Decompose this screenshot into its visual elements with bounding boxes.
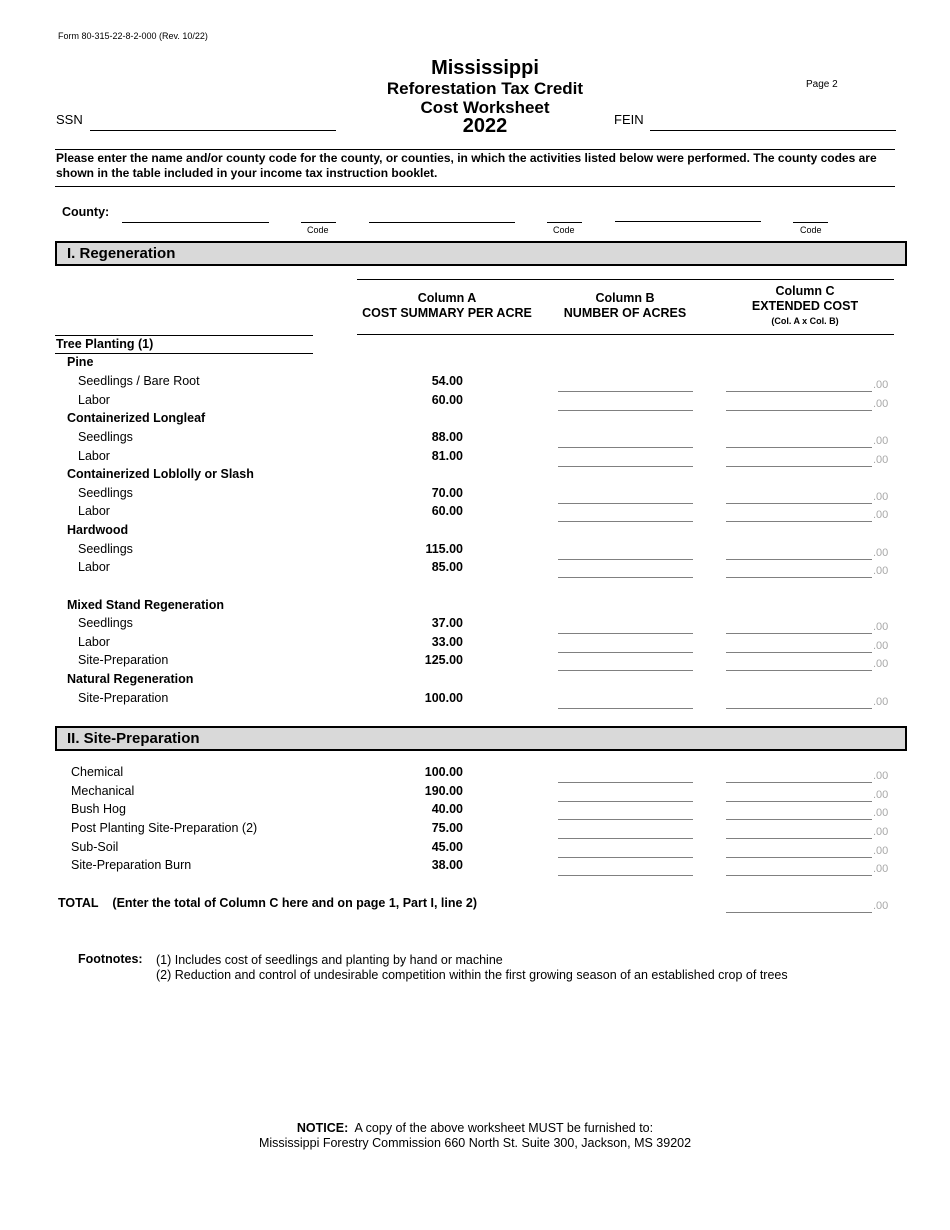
cost-per-acre: 54.00 xyxy=(431,374,463,388)
section-site-preparation-header: II. Site-Preparation xyxy=(55,726,907,751)
extended-cost-field[interactable] xyxy=(726,521,872,522)
ssn-field[interactable] xyxy=(90,130,336,131)
extended-cost-field[interactable] xyxy=(726,391,872,392)
row-label: Site-Preparation xyxy=(78,653,169,667)
instructions: Please enter the name and/or county code for the county, or counties, in which the activities listed below were performed. The county codes are shown in the table included in your income tax instruction booklet. xyxy=(56,151,877,180)
category-mixed-stand: Mixed Stand Regeneration xyxy=(67,598,224,612)
extended-cost-field[interactable] xyxy=(726,857,872,858)
divider xyxy=(357,279,894,280)
cost-per-acre: 38.00 xyxy=(431,858,463,872)
cost-per-acre: 125.00 xyxy=(424,653,463,667)
category-hardwood: Hardwood xyxy=(67,523,129,537)
column-c-header xyxy=(720,284,890,329)
extended-cost-field[interactable] xyxy=(726,466,872,467)
cost-per-acre: 190.00 xyxy=(424,784,463,798)
acres-field[interactable] xyxy=(558,391,693,392)
acres-field[interactable] xyxy=(558,633,693,634)
cost-per-acre: 60.00 xyxy=(431,504,463,518)
extended-cost-field[interactable] xyxy=(726,875,872,876)
total-label xyxy=(58,896,477,910)
row-label: Labor xyxy=(78,560,110,574)
row-label: Bush Hog xyxy=(71,802,126,816)
row-label: Labor xyxy=(78,449,110,463)
extended-cost-cents: .00 xyxy=(873,807,889,819)
column-a-header xyxy=(357,291,537,321)
code-label: Code xyxy=(307,225,329,235)
row-label: Labor xyxy=(78,504,110,518)
extended-cost-field[interactable] xyxy=(726,652,872,653)
extended-cost-cents: .00 xyxy=(873,435,889,447)
acres-field[interactable] xyxy=(558,652,693,653)
row-label: Chemical xyxy=(71,765,124,779)
cost-per-acre: 85.00 xyxy=(431,560,463,574)
divider xyxy=(55,353,313,354)
cost-per-acre: 60.00 xyxy=(431,393,463,407)
cost-per-acre: 100.00 xyxy=(424,765,463,779)
column-a-subtitle: COST SUMMARY PER ACRE xyxy=(362,306,532,320)
cost-per-acre: 88.00 xyxy=(431,430,463,444)
extended-cost-cents: .00 xyxy=(873,640,889,652)
divider xyxy=(55,186,895,187)
county-code-field-1[interactable] xyxy=(301,222,336,223)
acres-field[interactable] xyxy=(558,577,693,578)
extended-cost-cents: .00 xyxy=(873,454,889,466)
code-label: Code xyxy=(800,225,822,235)
category-natural-regeneration: Natural Regeneration xyxy=(67,672,194,686)
extended-cost-field[interactable] xyxy=(726,633,872,634)
row-label: Labor xyxy=(78,393,110,407)
extended-cost-cents: .00 xyxy=(873,491,889,503)
notice xyxy=(150,1121,800,1135)
column-c-title: Column C xyxy=(775,284,835,298)
form-year: 2022 xyxy=(462,115,508,137)
cost-per-acre: 40.00 xyxy=(431,802,463,816)
row-label: Seedlings / Bare Root xyxy=(78,374,200,388)
extended-cost-cents: .00 xyxy=(873,398,889,410)
county-code-field-2[interactable] xyxy=(547,222,582,223)
tree-planting-heading: Tree Planting (1) xyxy=(56,337,154,351)
cost-per-acre: 33.00 xyxy=(431,635,463,649)
extended-cost-cents: .00 xyxy=(873,379,889,391)
county-name-field-3[interactable] xyxy=(615,221,761,222)
row-label: Mechanical xyxy=(71,784,135,798)
divider xyxy=(357,334,894,335)
county-name-field-1[interactable] xyxy=(122,222,269,223)
acres-field[interactable] xyxy=(558,447,693,448)
cost-per-acre: 75.00 xyxy=(431,821,463,835)
notice-label: NOTICE: xyxy=(296,1121,349,1135)
category-pine: Pine xyxy=(67,355,94,369)
form-subtitle: Cost Worksheet xyxy=(420,98,550,117)
category-containerized-loblolly: Containerized Loblolly or Slash xyxy=(67,467,254,481)
form-state: Mississippi xyxy=(431,57,539,79)
total-cents: .00 xyxy=(873,900,889,912)
column-b-header xyxy=(545,291,705,321)
form-title: Reforestation Tax Credit xyxy=(386,79,584,98)
footnote-1: (1) Includes cost of seedlings and planting by hand or machine xyxy=(156,953,503,967)
code-label: Code xyxy=(553,225,575,235)
fein-label: FEIN xyxy=(614,112,644,127)
column-a-title: Column A xyxy=(417,291,477,305)
row-label: Labor xyxy=(78,635,110,649)
cost-per-acre: 100.00 xyxy=(424,691,463,705)
page-number: Page 2 xyxy=(806,79,838,90)
acres-field[interactable] xyxy=(558,708,693,709)
cost-per-acre: 70.00 xyxy=(431,486,463,500)
cost-per-acre: 115.00 xyxy=(425,542,463,556)
extended-cost-cents: .00 xyxy=(873,621,889,633)
acres-field[interactable] xyxy=(558,559,693,560)
column-c-note: (Col. A x Col. B) xyxy=(771,316,839,326)
extended-cost-field[interactable] xyxy=(726,577,872,578)
row-label: Site-Preparation Burn xyxy=(71,858,192,872)
extended-cost-field[interactable] xyxy=(726,559,872,560)
extended-cost-cents: .00 xyxy=(873,863,889,875)
total-field[interactable] xyxy=(726,912,872,913)
footnote-2: (2) Reduction and control of undesirable competition within the first growing season of an established crop of trees xyxy=(156,968,788,982)
row-label: Site-Preparation xyxy=(78,691,169,705)
extended-cost-field[interactable] xyxy=(726,782,872,783)
section-regeneration-header: I. Regeneration xyxy=(55,241,907,266)
acres-field[interactable] xyxy=(558,466,693,467)
extended-cost-field[interactable] xyxy=(726,503,872,504)
acres-field[interactable] xyxy=(558,857,693,858)
acres-field[interactable] xyxy=(558,819,693,820)
category-containerized-longleaf: Containerized Longleaf xyxy=(67,411,206,425)
extended-cost-field[interactable] xyxy=(726,410,872,411)
column-c-subtitle: EXTENDED COST xyxy=(751,299,859,313)
county-name-field-2[interactable] xyxy=(369,222,515,223)
extended-cost-field[interactable] xyxy=(726,801,872,802)
county-code-field-3[interactable] xyxy=(793,222,828,223)
ssn-label: SSN xyxy=(56,112,83,127)
extended-cost-field[interactable] xyxy=(726,838,872,839)
form-number: Form 80-315-22-8-2-000 (Rev. 10/22) xyxy=(58,31,208,41)
notice-address: Mississippi Forestry Commission 660 North St. Suite 300, Jackson, MS 39202 xyxy=(258,1136,692,1150)
extended-cost-field[interactable] xyxy=(726,708,872,709)
column-b-subtitle: NUMBER OF ACRES xyxy=(563,306,687,320)
row-label: Seedlings xyxy=(78,616,133,630)
acres-field[interactable] xyxy=(558,521,693,522)
footnotes-label: Footnotes: xyxy=(78,952,143,966)
extended-cost-cents: .00 xyxy=(873,770,889,782)
extended-cost-cents: .00 xyxy=(873,696,889,708)
extended-cost-cents: .00 xyxy=(873,789,889,801)
extended-cost-cents: .00 xyxy=(873,565,889,577)
extended-cost-cents: .00 xyxy=(873,845,889,857)
extended-cost-cents: .00 xyxy=(873,658,889,670)
acres-field[interactable] xyxy=(558,503,693,504)
cost-per-acre: 45.00 xyxy=(431,840,463,854)
acres-field[interactable] xyxy=(558,838,693,839)
acres-field[interactable] xyxy=(558,801,693,802)
acres-field[interactable] xyxy=(558,782,693,783)
acres-field[interactable] xyxy=(558,875,693,876)
acres-field[interactable] xyxy=(558,410,693,411)
notice-text: A copy of the above worksheet MUST be furnished to: xyxy=(354,1121,654,1135)
row-label: Seedlings xyxy=(78,430,133,444)
extended-cost-cents: .00 xyxy=(873,826,889,838)
cost-per-acre: 81.00 xyxy=(431,449,463,463)
divider xyxy=(55,149,895,150)
extended-cost-field[interactable] xyxy=(726,447,872,448)
total-instruction: (Enter the total of Column C here and on page 1, Part I, line 2) xyxy=(112,896,478,910)
extended-cost-cents: .00 xyxy=(873,547,889,559)
column-b-title: Column B xyxy=(595,291,655,305)
county-label: County: xyxy=(62,205,110,219)
extended-cost-field[interactable] xyxy=(726,670,872,671)
fein-field[interactable] xyxy=(650,130,896,131)
row-label: Seedlings xyxy=(78,542,133,556)
divider xyxy=(55,335,313,336)
row-label: Post Planting Site-Preparation (2) xyxy=(71,821,258,835)
row-label: Seedlings xyxy=(78,486,133,500)
acres-field[interactable] xyxy=(558,670,693,671)
row-label: Sub-Soil xyxy=(71,840,119,854)
cost-per-acre: 37.00 xyxy=(431,616,463,630)
extended-cost-field[interactable] xyxy=(726,819,872,820)
total-title: TOTAL xyxy=(58,896,99,910)
extended-cost-cents: .00 xyxy=(873,509,889,521)
